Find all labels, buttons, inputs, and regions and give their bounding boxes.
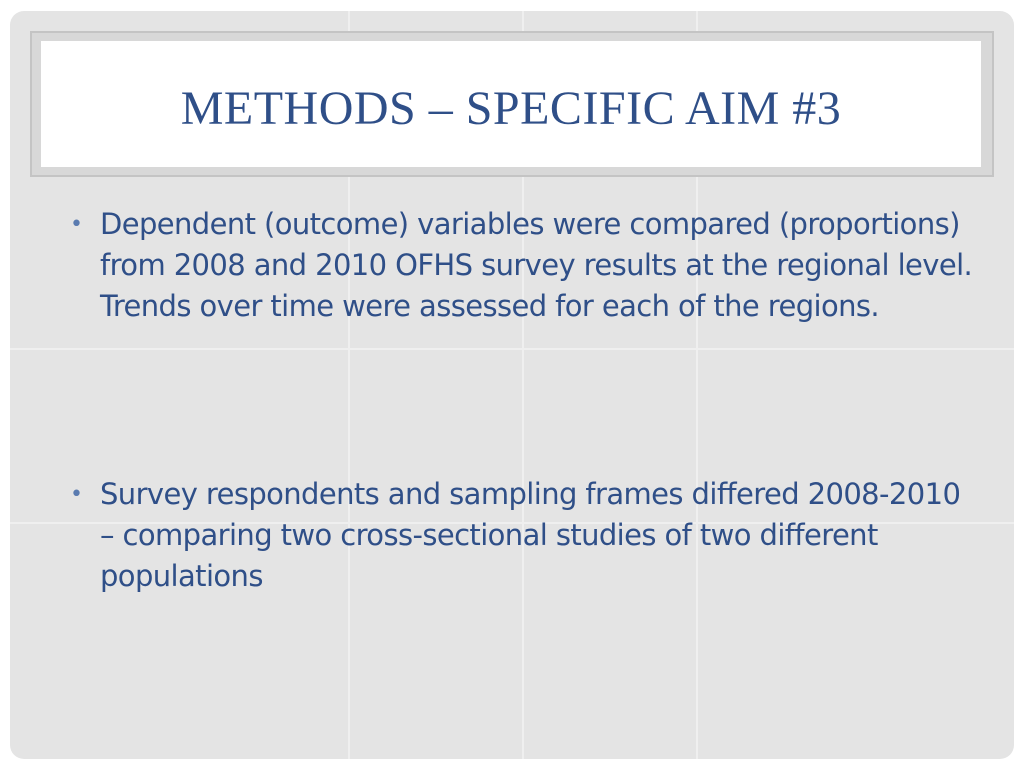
bullet-item: [70, 204, 973, 374]
title-box: [41, 41, 981, 167]
bullet-text: Survey respondents and sampling frames differed 2008-2010 – comparing two cross-sectional studies of two different populations: [100, 477, 961, 593]
slide-title: METHODS – SPECIFIC AIM #3: [180, 81, 842, 135]
bullet-marker: •: [70, 482, 83, 507]
slide: [10, 11, 1014, 759]
bullet-marker: •: [70, 212, 83, 237]
bullet-item: [70, 474, 970, 604]
title-frame: [30, 31, 994, 177]
bullet-text: Dependent (outcome) variables were compared (proportions) from 2008 and 2010 OFHS survey results at the regional level. Trends over time were assessed for each of the regions.: [100, 207, 973, 323]
